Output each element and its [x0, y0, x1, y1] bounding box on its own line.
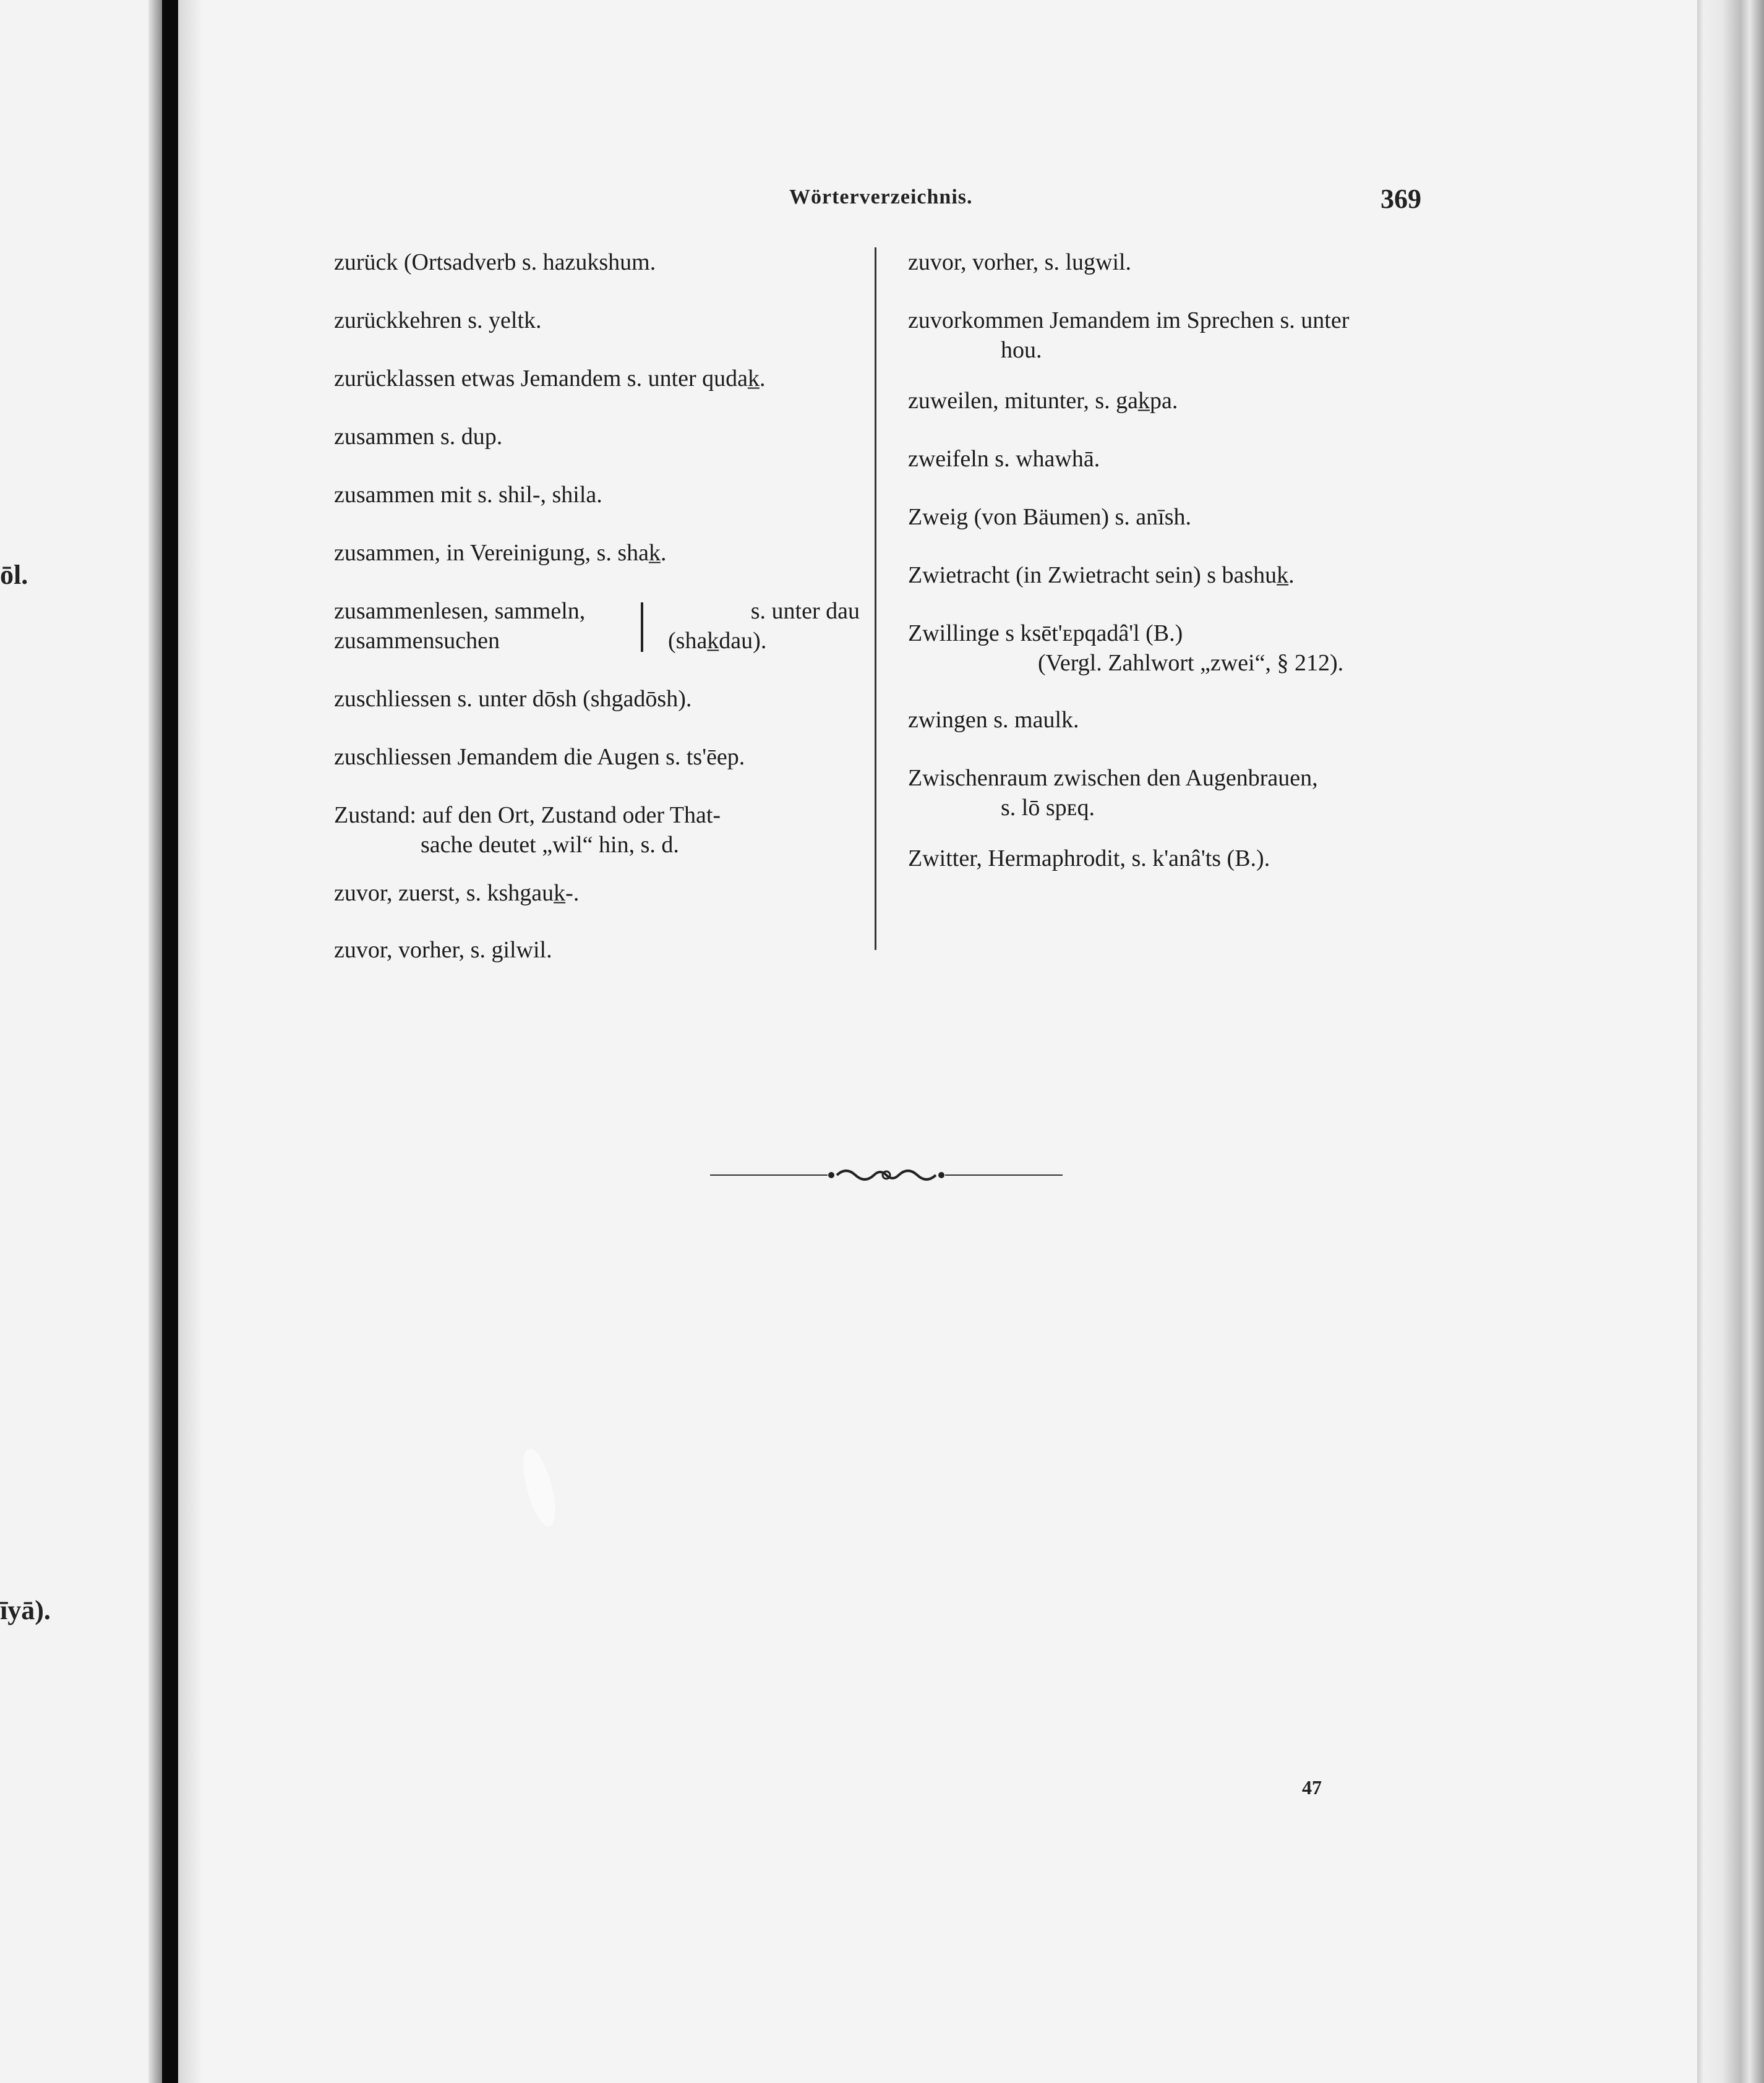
- entry-line: Zwietracht (in Zwietracht sein) s bashuk̲.: [908, 562, 1295, 588]
- dictionary-entry: [908, 618, 1434, 678]
- book-spine-gap: [162, 0, 178, 2083]
- entry-line: sache deutet „wil“ hin, s. d.: [421, 832, 679, 858]
- page-number: 369: [1381, 184, 1421, 214]
- dictionary-entry: [334, 878, 860, 908]
- entry-line: zuweilen, mitunter, s. gak̲pa.: [908, 388, 1178, 414]
- dictionary-entry: [334, 684, 860, 714]
- dictionary-entry: [908, 763, 1434, 823]
- grouping-brace: [641, 602, 643, 652]
- dictionary-entry: [334, 935, 860, 965]
- entry-line: zurück (Ortsadverb s. hazukshum.: [334, 249, 656, 275]
- entry-line: Zweig (von Bäumen) s. anīsh.: [908, 504, 1192, 530]
- entry-line: zuvor, vorher, s. gilwil.: [334, 937, 552, 963]
- left-page-fragment: īyā).: [0, 1595, 51, 1625]
- running-head: Wörterverzeichnis.: [789, 186, 973, 208]
- entry-line: Zwischenraum zwischen den Augenbrauen,: [908, 765, 1318, 791]
- left-gutter-shadow: [148, 0, 162, 2083]
- entry-line: zweifeln s. whawhā.: [908, 446, 1100, 472]
- dictionary-entry: [334, 422, 860, 451]
- dictionary-entry: [908, 386, 1434, 416]
- dictionary-entry: [908, 444, 1434, 474]
- signature-mark: 47: [1302, 1776, 1322, 1799]
- entry-line: zusammen mit s. shil-, shila.: [334, 482, 602, 508]
- entry-line: zurückkehren s. yeltk.: [334, 307, 542, 333]
- dictionary-entry: [908, 844, 1434, 873]
- entry-line: zuvorkommen Jemandem im Sprechen s. unter: [908, 307, 1350, 333]
- entry-line: s. lō spᴇq.: [1001, 795, 1095, 821]
- dictionary-entry: [334, 364, 860, 393]
- right-column: [908, 247, 1434, 873]
- entry-line: zurücklassen etwas Jemandem s. unter qudak̲.: [334, 366, 766, 391]
- entry-line: zusammensuchen: [334, 628, 500, 654]
- dictionary-entry: [334, 800, 860, 860]
- entry-line: Zwitter, Hermaphrodit, s. k'anâ'ts (B.).: [908, 845, 1270, 871]
- ornament-divider: [710, 1163, 1063, 1187]
- entry-line: Zustand: auf den Ort, Zustand oder That-: [334, 802, 721, 828]
- entry-line: (shak̲dau).: [668, 628, 767, 654]
- dictionary-entry: [908, 560, 1434, 590]
- dictionary-entry: [334, 480, 860, 510]
- column-divider: [875, 247, 876, 950]
- entry-line: zuvor, zuerst, s. kshgauk̲-.: [334, 880, 580, 906]
- entry-headwords: [334, 596, 643, 656]
- entry-line: zuvor, vorher, s. lugwil.: [908, 249, 1132, 275]
- entry-line: zusammen s. dup.: [334, 424, 503, 450]
- dictionary-entry: [334, 596, 860, 665]
- entry-line: s. unter dau: [750, 598, 860, 624]
- dictionary-entry: [334, 742, 860, 772]
- entry-line: zusammenlesen, sammeln,: [334, 598, 586, 624]
- entry-line: zusammen, in Vereinigung, s. shak̲.: [334, 540, 667, 566]
- dictionary-entry: [908, 247, 1434, 277]
- dictionary-entry: [908, 502, 1434, 532]
- entry-reference: [662, 596, 860, 656]
- left-column: [334, 247, 860, 965]
- page-shadow: [178, 0, 203, 2083]
- dictionary-entry: [334, 306, 860, 335]
- left-page-edge: [0, 0, 162, 2083]
- dictionary-entry: [334, 538, 860, 568]
- entry-line: Zwillinge s ksēt'ᴇpqadâ'l (B.): [908, 620, 1183, 646]
- entry-line: zuschliessen s. unter dōsh (shgadōsh).: [334, 686, 692, 712]
- dictionary-entry: [908, 306, 1434, 365]
- left-page-fragment: ōl.: [0, 560, 28, 590]
- entry-line: zwingen s. maulk.: [908, 707, 1079, 733]
- entry-line: zuschliessen Jemandem die Augen s. ts'ēep.: [334, 744, 745, 770]
- page-edge-stack: [1697, 0, 1764, 2083]
- dictionary-entry: [334, 247, 860, 277]
- entry-line: (Vergl. Zahlwort „zwei“, § 212).: [1038, 650, 1344, 676]
- entry-line: hou.: [1001, 337, 1042, 363]
- dictionary-entry: [908, 705, 1434, 735]
